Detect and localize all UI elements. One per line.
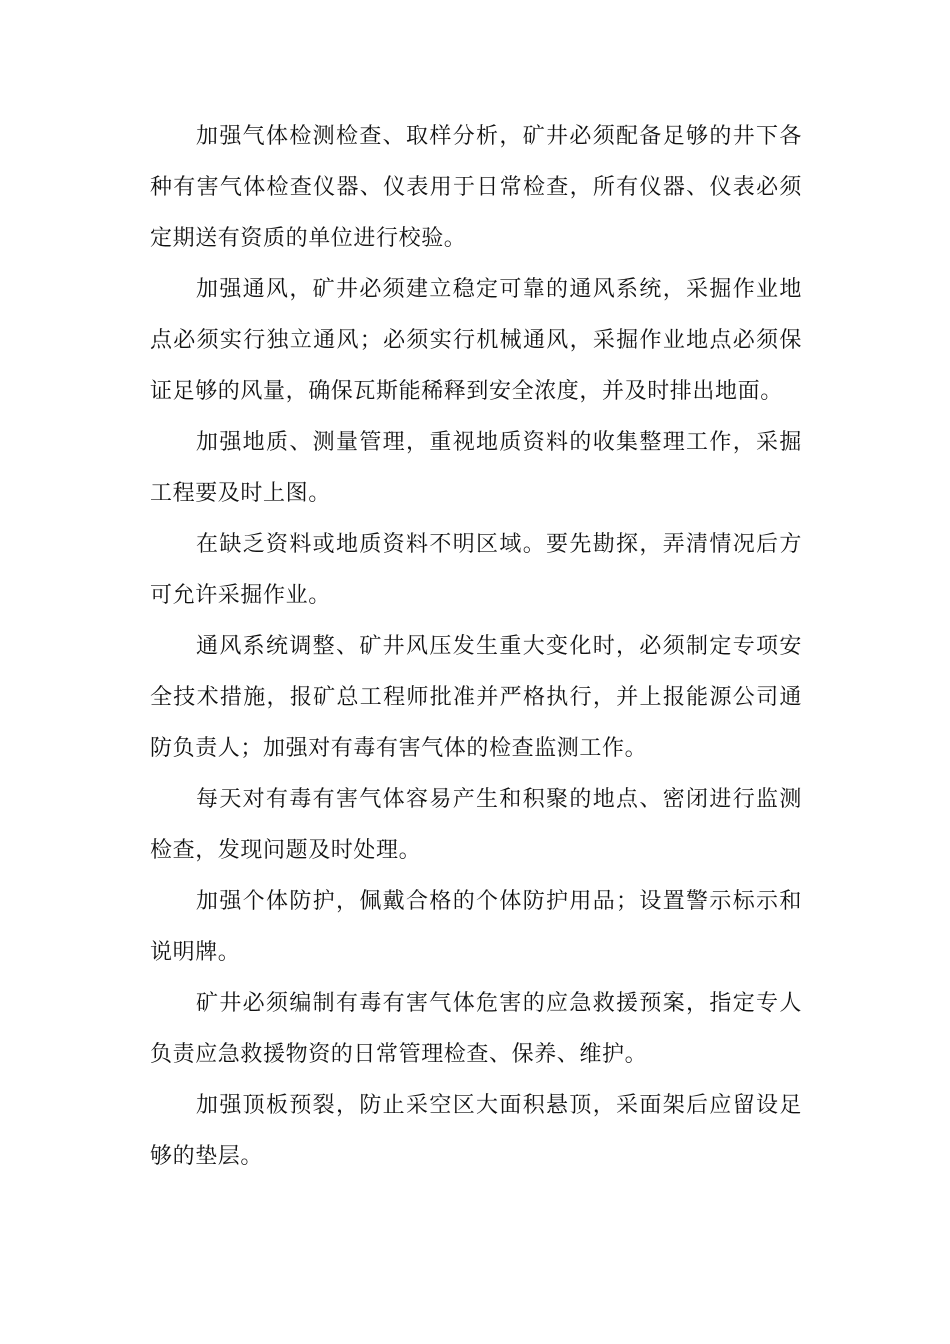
paragraph-exploration: 在缺乏资料或地质资料不明区域。要先勘探，弄清情况后方可允许采掘作业。 [150,532,802,608]
paragraph-geology-survey: 加强地质、测量管理，重视地质资料的收集整理工作，采掘工程要及时上图。 [150,430,802,506]
paragraph-gas-detection: 加强气体检测检查、取样分析，矿井必须配备足够的井下各种有害气体检查仪器、仪表用于日常检查，所有仪器、仪表必须定期送有资质的单位进行校验。 [150,124,802,251]
paragraph-roof-presplitting: 加强顶板预裂，防止采空区大面积悬顶，采面架后应留设足够的垫层。 [150,1093,802,1169]
paragraph-personal-protection: 加强个体防护，佩戴合格的个体防护用品；设置警示标示和说明牌。 [150,889,802,965]
paragraph-emergency-plan: 矿井必须编制有毒有害气体危害的应急救援预案，指定专人负责应急救援物资的日常管理检查、保养、维护。 [150,991,802,1067]
document-body [150,111,802,1182]
paragraph-daily-monitoring: 每天对有毒有害气体容易产生和积聚的地点、密闭进行监测检查，发现问题及时处理。 [150,787,802,863]
paragraph-ventilation-adjustment: 通风系统调整、矿井风压发生重大变化时，必须制定专项安全技术措施，报矿总工程师批准并严格执行，并上报能源公司通防负责人；加强对有毒有害气体的检查监测工作。 [150,634,802,761]
paragraph-ventilation: 加强通风，矿井必须建立稳定可靠的通风系统，采掘作业地点必须实行独立通风；必须实行机械通风，采掘作业地点必须保证足够的风量，确保瓦斯能稀释到安全浓度，并及时排出地面。 [150,277,802,404]
